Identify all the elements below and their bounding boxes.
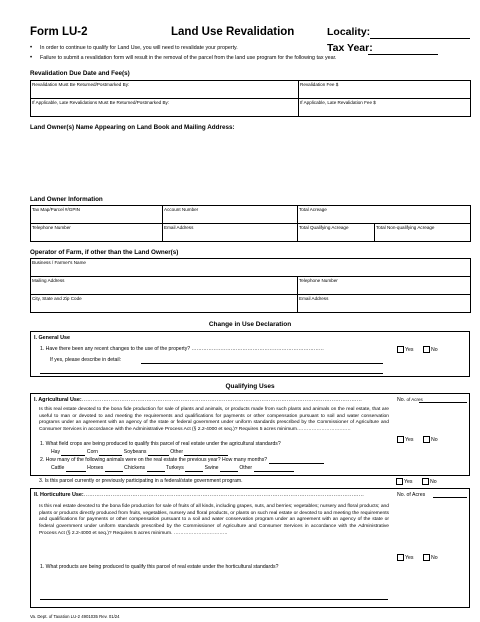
animals-row: Cattle Horses Chickens Turkeys Swine Other — [51, 465, 391, 472]
late-due-date-field[interactable]: If Applicable, Late Revalidations Must Be Returned/Postmarked By: — [31, 99, 299, 117]
horticulture-yes[interactable]: Yes — [397, 554, 413, 561]
footer: Va. Dept. of Taxation LU-2 4901035 Rev. 01/24 — [30, 614, 120, 619]
owner-email-field[interactable]: Email Address — [163, 224, 298, 242]
instructions-list — [30, 44, 470, 63]
horticulture-q1: 1. What products are being produced to qualify this parcel of real estate under the horticultural standards? — [40, 564, 279, 570]
operator-table — [30, 258, 471, 313]
program-yes[interactable]: Yes — [396, 478, 412, 485]
swine-field[interactable] — [220, 466, 238, 472]
account-number-field[interactable]: Account Number — [163, 206, 298, 224]
general-use-no[interactable]: No — [423, 346, 438, 353]
owner-info-table — [30, 205, 471, 242]
change-in-use-title: Change in Use Declaration — [208, 321, 292, 328]
owner-telephone-field[interactable]: Telephone Number — [31, 224, 163, 242]
program-no[interactable]: No — [422, 478, 437, 485]
total-acreage-field[interactable]: Total Acreage — [298, 206, 471, 224]
page-title: Land Use Revalidation — [171, 26, 295, 38]
operator-mailing-address-field[interactable]: Mailing Address — [31, 277, 298, 295]
agricultural-no[interactable]: No — [423, 436, 438, 443]
agricultural-q3: 3. Is this parcel currently or previously participating in a federal/state government program. — [39, 478, 243, 484]
checkbox[interactable] — [397, 346, 404, 353]
horticulture-description: Is this real estate devoted to the bona fide production for sale of fruits of all kinds, including grapes, nuts, and berries; vegetables; nursery and floral products; and plants or products directly produced from fruits, vegetables, nursery and floral products, or plants on such real estate or devoted to and meeting the requirements and qualifications for payments or other compensation pursuant to a soil and water conservation program under an agreement with an agency of the state or federal government under uniform standards prescribed by the Commissioner of Agriculture and Consumer Services in accordance with the Administrative Process Act (§ 2.2-4000 et seq.)? Requires 5 acres minimum. …………………………… — [39, 504, 389, 536]
qualifying-uses-title: Qualifying Uses — [225, 383, 275, 390]
total-qualifying-field[interactable]: Total Qualifying Acreage — [298, 224, 375, 242]
operator-email-field[interactable]: Email Address — [298, 295, 471, 313]
general-use-box — [30, 331, 470, 377]
agricultural-acres-label: No. of Acres — [397, 397, 423, 403]
agricultural-heading-row — [34, 397, 394, 403]
instruction-item: • Failure to submit a revalidation form will result in the removal of the parcel from the land use program for the following tax year. — [30, 54, 337, 61]
horticulture-heading: II. Horticulture Use: — [34, 492, 84, 498]
checkbox[interactable] — [396, 478, 403, 485]
horticulture-acres-field[interactable] — [433, 497, 467, 498]
horticulture-products-line[interactable] — [40, 599, 388, 600]
owners-heading: Land Owner(s) Name Appearing on Land Book and Mailing Address: — [30, 124, 235, 131]
describe-label: If yes, please describe in detail: — [50, 357, 122, 363]
soybeans-field[interactable] — [148, 450, 169, 456]
general-use-question: 1. Have there been any recent changes to the use of the property? …………………………………………………………………… — [40, 346, 324, 352]
operator-city-state-zip-field[interactable]: City, State and Zip Code — [31, 295, 298, 313]
cattle-field[interactable] — [66, 466, 86, 472]
months-field[interactable] — [269, 458, 324, 464]
checkbox[interactable] — [397, 554, 404, 561]
checkbox[interactable] — [423, 554, 430, 561]
turkeys-field[interactable] — [185, 466, 203, 472]
checkbox[interactable] — [397, 436, 404, 443]
due-date-field[interactable]: Revalidation Must Be Returned/Postmarked By: — [31, 81, 299, 99]
chickens-field[interactable] — [147, 466, 165, 472]
hay-field[interactable] — [61, 450, 85, 456]
other-animal-field[interactable] — [254, 466, 294, 472]
instruction-item: • In order to continue to qualify for Land Use, you will need to revalidate your property. — [30, 45, 238, 51]
owner-info-heading: Land Owner Information — [30, 196, 103, 203]
revalidation-heading: Revalidation Due Date and Fee(s) — [30, 70, 130, 77]
agricultural-yes[interactable]: Yes — [397, 436, 413, 443]
checkbox[interactable] — [423, 346, 430, 353]
agricultural-description: Is this real estate devoted to the bona fide production for sale of plants and animals, or products made from such plants and animals on the real estate, that are useful to man or devoted to and meeting the requirements and qualifications for payments or other compensation pursuant to soil and water conservation programs under an agreement with an agency of the state or federal government under uniform standards prescribed by the Commissioner of Agriculture and Consumer Services in accordance with the Administrative Process Act (§ 2.2-4000 et seq.)? Requires 5 acres minimum…………………………… — [39, 407, 389, 432]
horticulture-leader-dots: ………………………………………………………………………………………………………………………………………… — [83, 492, 365, 498]
operator-telephone-field[interactable]: Telephone Number — [298, 277, 471, 295]
owners-name-address-area[interactable] — [30, 134, 470, 192]
tax-map-field[interactable]: Tax Map/Parcel #/GPIN — [31, 206, 163, 224]
checkbox[interactable] — [423, 436, 430, 443]
agricultural-q2: 2. How many of the following animals were on the real estate the previous year? How many months? — [40, 457, 268, 463]
other-crop-field[interactable] — [184, 450, 228, 456]
revalidation-table — [30, 80, 471, 117]
late-fee-field[interactable]: If Applicable, Late Revalidation Fee $ — [299, 99, 471, 117]
operator-heading: Operator of Farm, if other than the Land Owner(s) — [30, 249, 179, 256]
agricultural-acres-field[interactable] — [419, 402, 467, 403]
form-number: Form LU-2 — [30, 26, 88, 38]
locality-field[interactable] — [370, 28, 470, 39]
horticulture-acres-label: No. of Acres — [397, 492, 426, 498]
describe-line-2[interactable] — [40, 373, 383, 374]
horticulture-heading-row — [34, 492, 394, 498]
fee-field[interactable]: Revalidation Fee $ — [299, 81, 471, 99]
general-use-yes[interactable]: Yes — [397, 346, 413, 353]
general-use-heading: I. General Use — [34, 335, 70, 341]
corn-field[interactable] — [99, 450, 122, 456]
horticulture-no[interactable]: No — [423, 554, 438, 561]
business-name-field[interactable]: Business / Farmer's Name — [31, 259, 471, 277]
crops-row: Hay Corn Soybeans Other — [51, 449, 391, 456]
agricultural-q2-row — [40, 457, 324, 464]
tax-year-label: Tax Year: — [327, 42, 373, 54]
agricultural-leader-dots: ………………………………………………………………………………………………………………………………………… — [81, 397, 363, 403]
horticulture-use-box — [30, 488, 470, 608]
locality-label: Locality: — [327, 26, 371, 38]
total-nonqualifying-field[interactable]: Total Non-qualifying Acreage — [375, 224, 471, 242]
agricultural-heading: I. Agricultural Use: — [34, 397, 82, 403]
describe-line-1[interactable] — [141, 363, 383, 364]
agricultural-use-box — [30, 393, 470, 476]
checkbox[interactable] — [422, 478, 429, 485]
agricultural-q1: 1. What field crops are being produced to qualify this parcel of real estate under the agricultural standards? — [40, 441, 281, 447]
horses-field[interactable] — [105, 466, 123, 472]
